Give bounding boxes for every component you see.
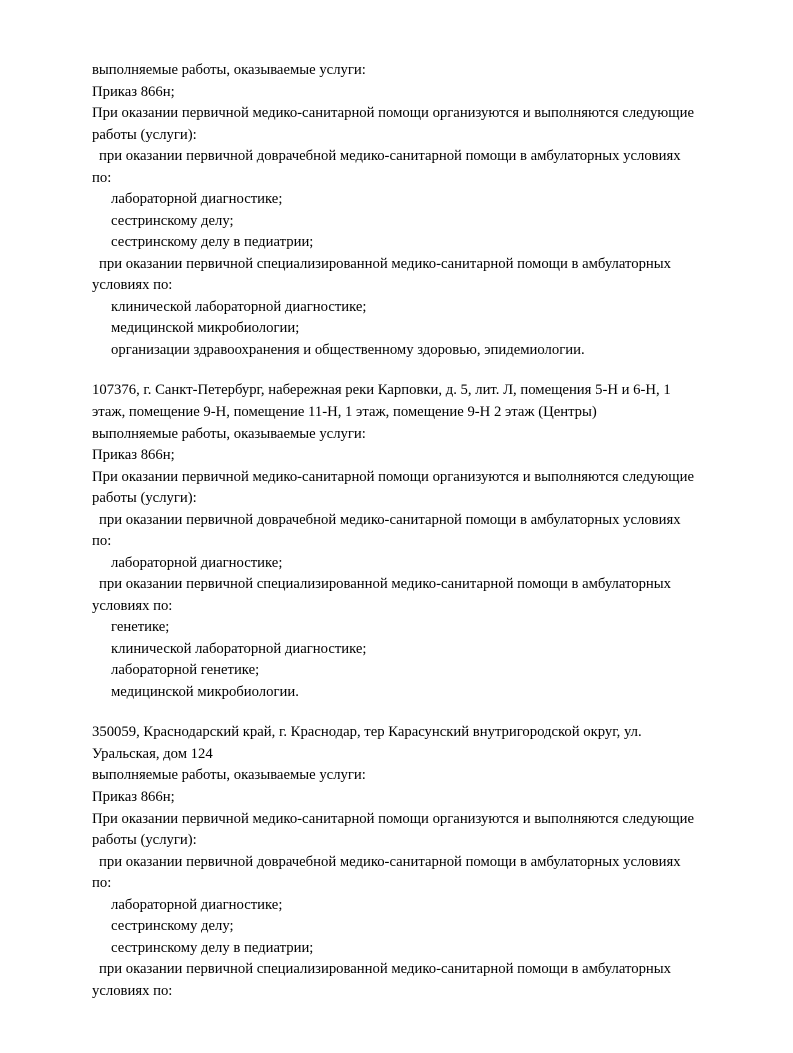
text-line: Приказ 866н;	[92, 447, 175, 464]
text-line: клинической лабораторной диагностике;	[111, 298, 367, 315]
text-line: Уральская, дом 124	[92, 745, 213, 762]
paragraph-block	[92, 60, 723, 361]
text-line: лабораторной диагностике;	[111, 896, 283, 913]
text-line: условиях по:	[92, 277, 173, 294]
text-line: по:	[92, 533, 112, 550]
text-line: 107376, г. Санкт-Петербург, набережная реки Карповки, д. 5, лит. Л, помещения 5-Н и 6-Н, 1	[92, 382, 671, 399]
text-line: медицинской микробиологии.	[111, 683, 299, 700]
text-line: выполняемые работы, оказываемые услуги:	[92, 425, 366, 442]
text-line: Приказ 866н;	[92, 789, 175, 805]
text-line: при оказании первичной доврачебной медико-санитарной помощи в амбулаторных условиях	[99, 511, 681, 528]
text-line: при оказании первичной специализированной медико-санитарной помощи в амбулаторных	[99, 576, 671, 593]
text-line: по:	[92, 875, 112, 892]
paragraph-block	[92, 722, 723, 1002]
text-line: выполняемые работы, оказываемые услуги:	[92, 62, 366, 78]
text-line: генетике;	[111, 619, 170, 636]
document-text-body	[92, 60, 723, 1002]
text-line: При оказании первичной медико-санитарной помощи организуются и выполняются следующие	[92, 105, 694, 122]
text-line: сестринскому делу;	[111, 212, 234, 229]
text-line: организации здравоохранения и общественному здоровью, эпидемиологии.	[111, 341, 585, 358]
text-line: клинической лабораторной диагностике;	[111, 640, 367, 657]
text-line: при оказании первичной доврачебной медико-санитарной помощи в амбулаторных условиях	[99, 148, 681, 165]
text-line: при оказании первичной доврачебной медико-санитарной помощи в амбулаторных условиях	[99, 853, 681, 870]
text-line: условиях по:	[92, 597, 173, 614]
text-line: по:	[92, 169, 112, 186]
text-line: При оказании первичной медико-санитарной помощи организуются и выполняются следующие	[92, 810, 694, 827]
text-line: При оказании первичной медико-санитарной помощи организуются и выполняются следующие	[92, 468, 694, 485]
text-line: при оказании первичной специализированной медико-санитарной помощи в амбулаторных	[99, 961, 671, 978]
text-line: выполняемые работы, оказываемые услуги:	[92, 767, 366, 784]
paragraph-block	[92, 380, 723, 703]
text-line: 350059, Краснодарский край, г. Краснодар, тер Карасунский внутригородской округ, ул.	[92, 724, 642, 741]
text-line: этаж, помещение 9-Н, помещение 11-Н, 1 этаж, помещение 9-Н 2 этаж (Центры)	[92, 403, 597, 420]
text-line: работы (услуги):	[92, 490, 197, 507]
text-line: сестринскому делу;	[111, 918, 234, 935]
text-line: Приказ 866н;	[92, 83, 175, 100]
text-line: условиях по:	[92, 982, 173, 999]
text-line: лабораторной диагностике;	[111, 191, 283, 208]
text-line: при оказании первичной специализированной медико-санитарной помощи в амбулаторных	[99, 255, 671, 272]
text-line: лабораторной диагностике;	[111, 554, 283, 571]
text-line: работы (услуги):	[92, 126, 197, 143]
text-line: сестринскому делу в педиатрии;	[111, 234, 314, 251]
text-line: лабораторной генетике;	[111, 662, 260, 679]
text-line: работы (услуги):	[92, 832, 197, 849]
text-line: медицинской микробиологии;	[111, 320, 300, 337]
text-line: сестринскому делу в педиатрии;	[111, 939, 314, 956]
